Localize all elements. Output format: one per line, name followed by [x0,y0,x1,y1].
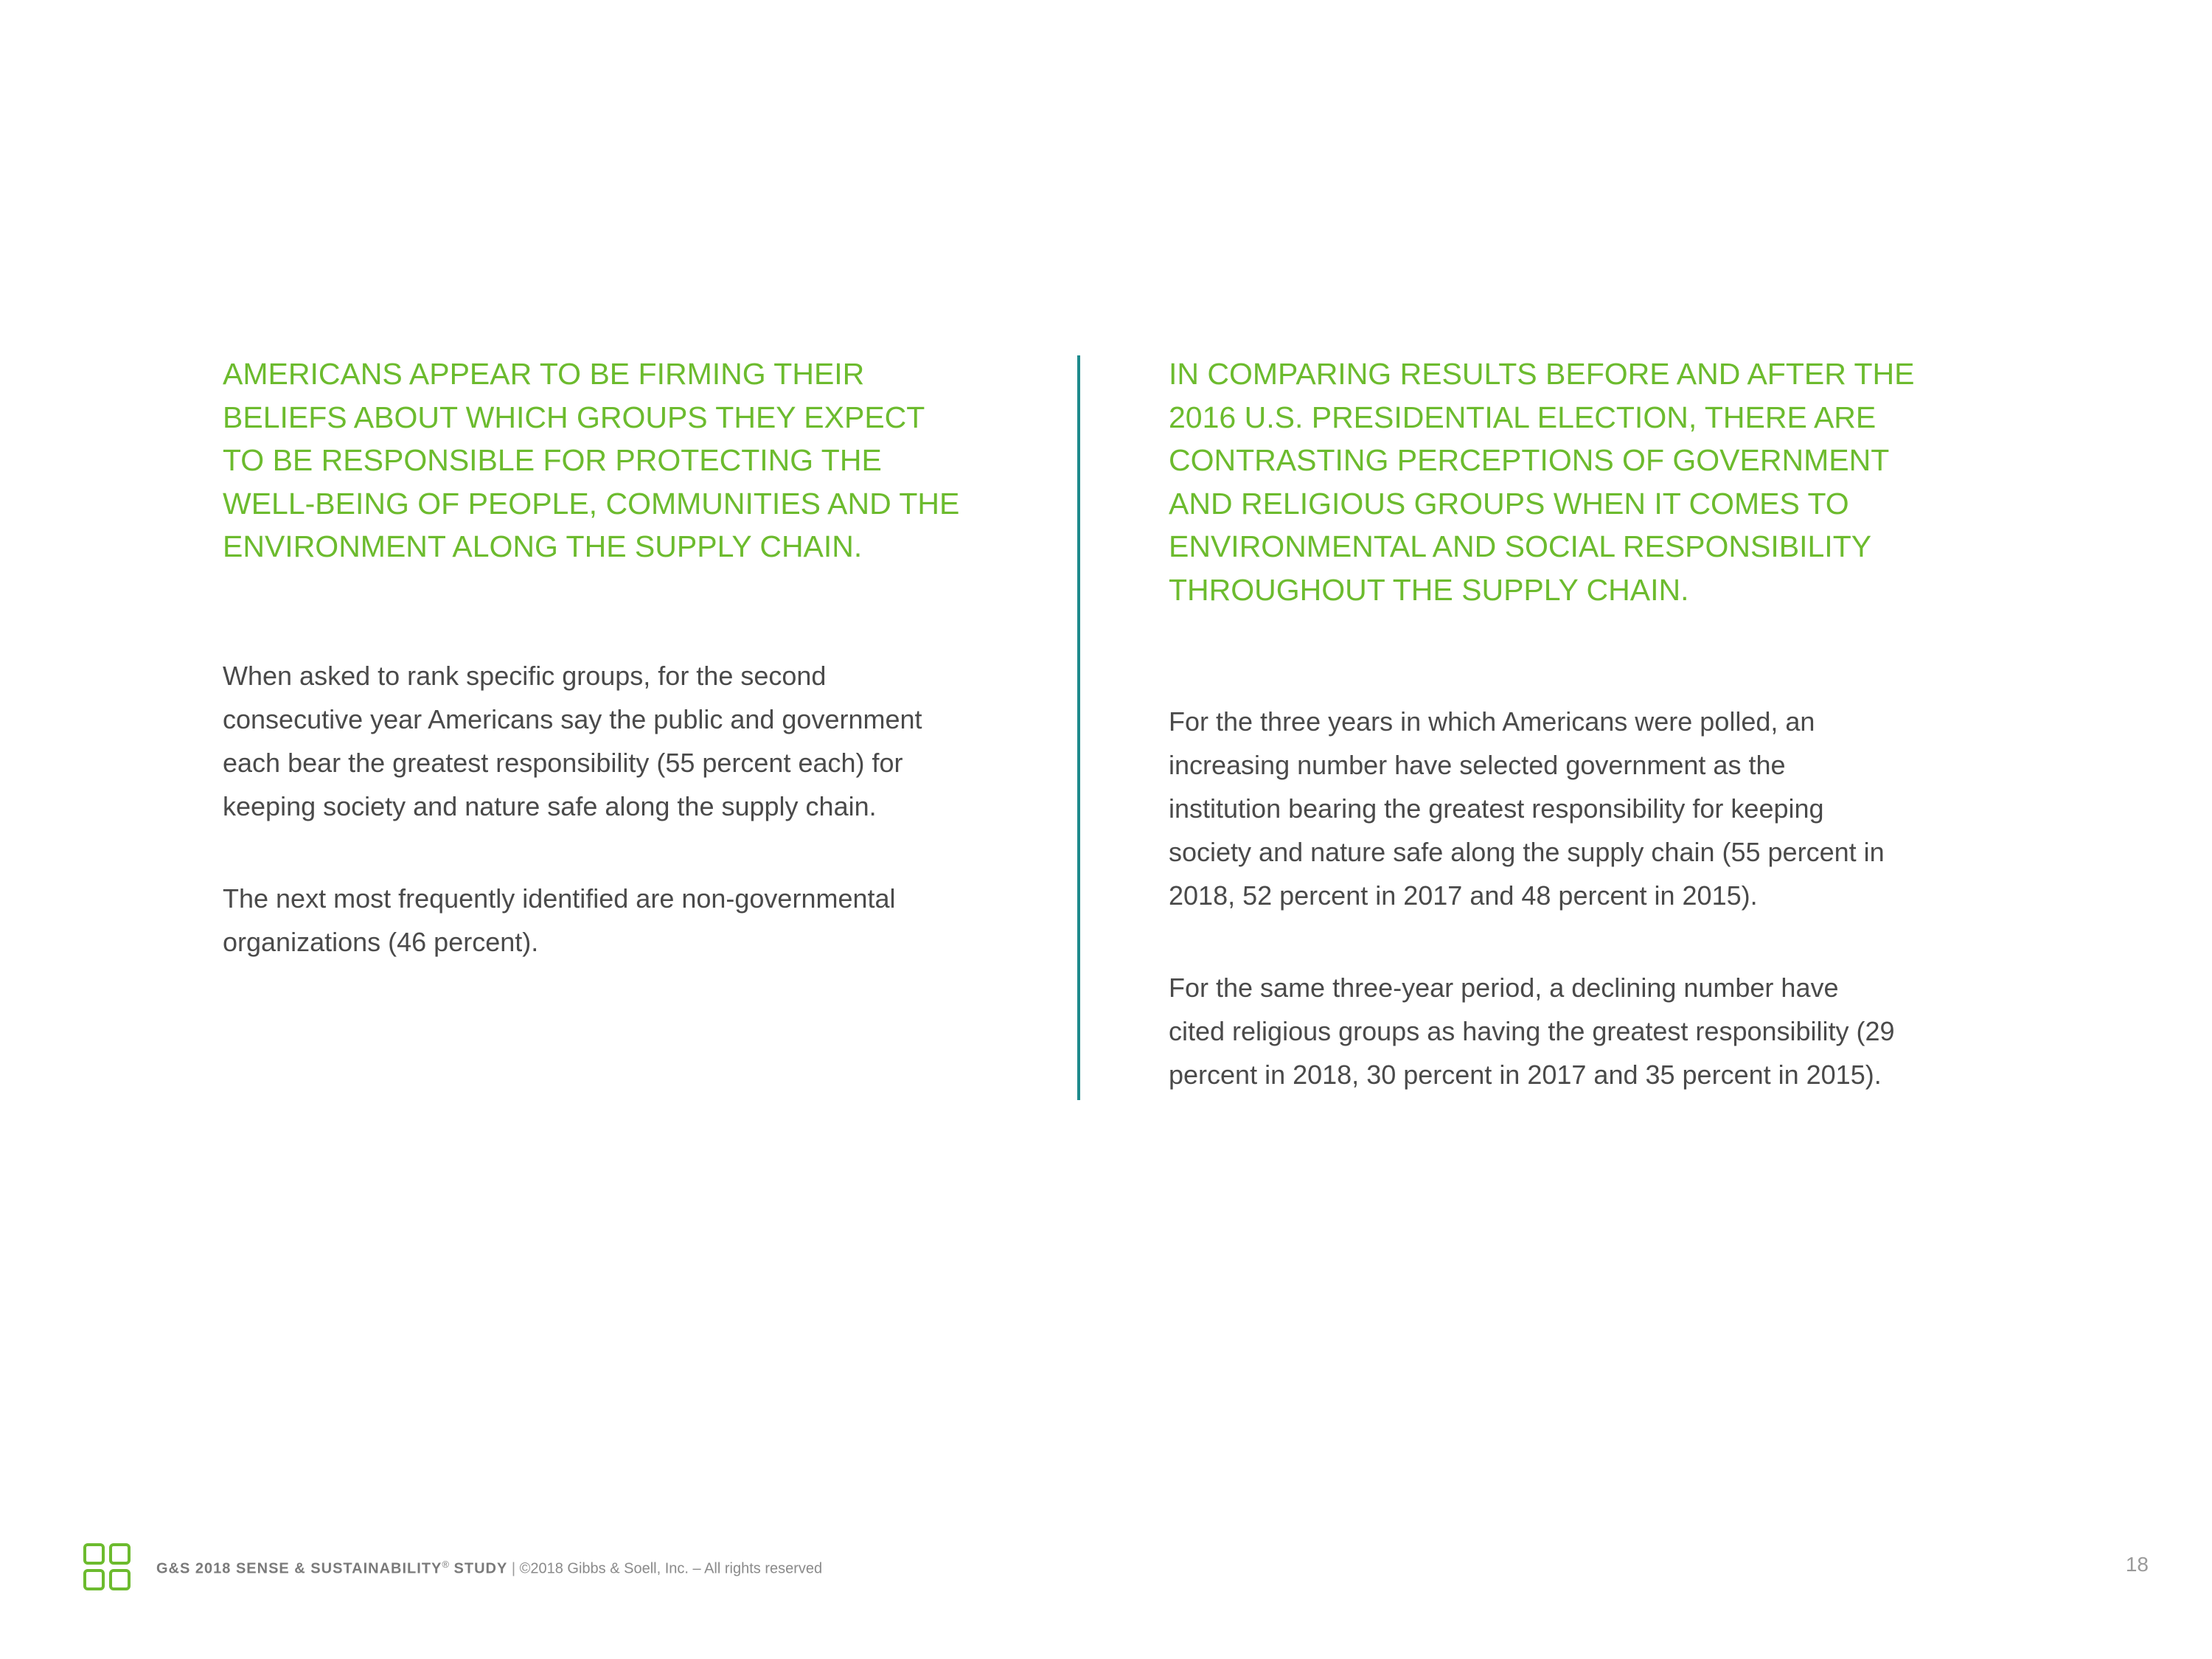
footer-separator: | [507,1560,520,1577]
footer-brand: G&S 2018 SENSE & SUSTAINABILITY [156,1560,442,1577]
left-column [223,352,1034,957]
right-paragraph-1: For the three years in which Americans were polled, an increasing number have selected government as the institution bearing the greatest responsibility for keeping society and nature safe along the supply chain (55 percent in 2018, 52 percent in 2017 and 48 percent in 2015). [1169,706,1885,911]
footer-credits [156,1556,822,1578]
left-paragraph-2: The next most frequently identified are non-governmental organizations (46 percent). [223,883,896,957]
four-squares-logo-icon [83,1543,131,1591]
left-paragraph-1: When asked to rank specific groups, for the second consecutive year Americans say the public and government each bear the greatest responsibility (55 percent each) for keeping society and nature safe along the supply chain. [223,661,922,821]
left-heading: AMERICANS APPEAR TO BE FIRMING THEIR BELIEFS ABOUT WHICH GROUPS THEY EXPECT TO BE RESPONSIBLE FOR PROTECTING THE WELL-BEING OF PEOPLE, COMMUNITIES AND THE ENVIRONMENT ALONG THE SUPPLY CHAIN. [223,357,960,563]
column-divider [1077,355,1080,1100]
page-number: 18 [2125,1553,2149,1576]
right-heading: IN COMPARING RESULTS BEFORE AND AFTER THE 2016 U.S. PRESIDENTIAL ELECTION, THERE ARE CONTRASTING PERCEPTIONS OF GOVERNMENT AND RELIGIOUS GROUPS WHEN IT COMES TO ENVIRONMENTAL AND SOCIAL RESPONSIBILITY THROUGHOUT THE SUPPLY CHAIN. [1169,357,1915,607]
footer-copyright: ©2018 Gibbs & Soell, Inc. – All rights reserved [519,1560,823,1577]
footer-study: STUDY [448,1560,508,1577]
registered-mark: ® [442,1559,449,1570]
right-paragraph-2: For the same three-year period, a declining number have cited religious groups as having the greatest responsibility (29 percent in 2018, 30 percent in 2017 and 35 percent in 2015). [1169,973,1895,1090]
right-column [1169,352,1980,1090]
